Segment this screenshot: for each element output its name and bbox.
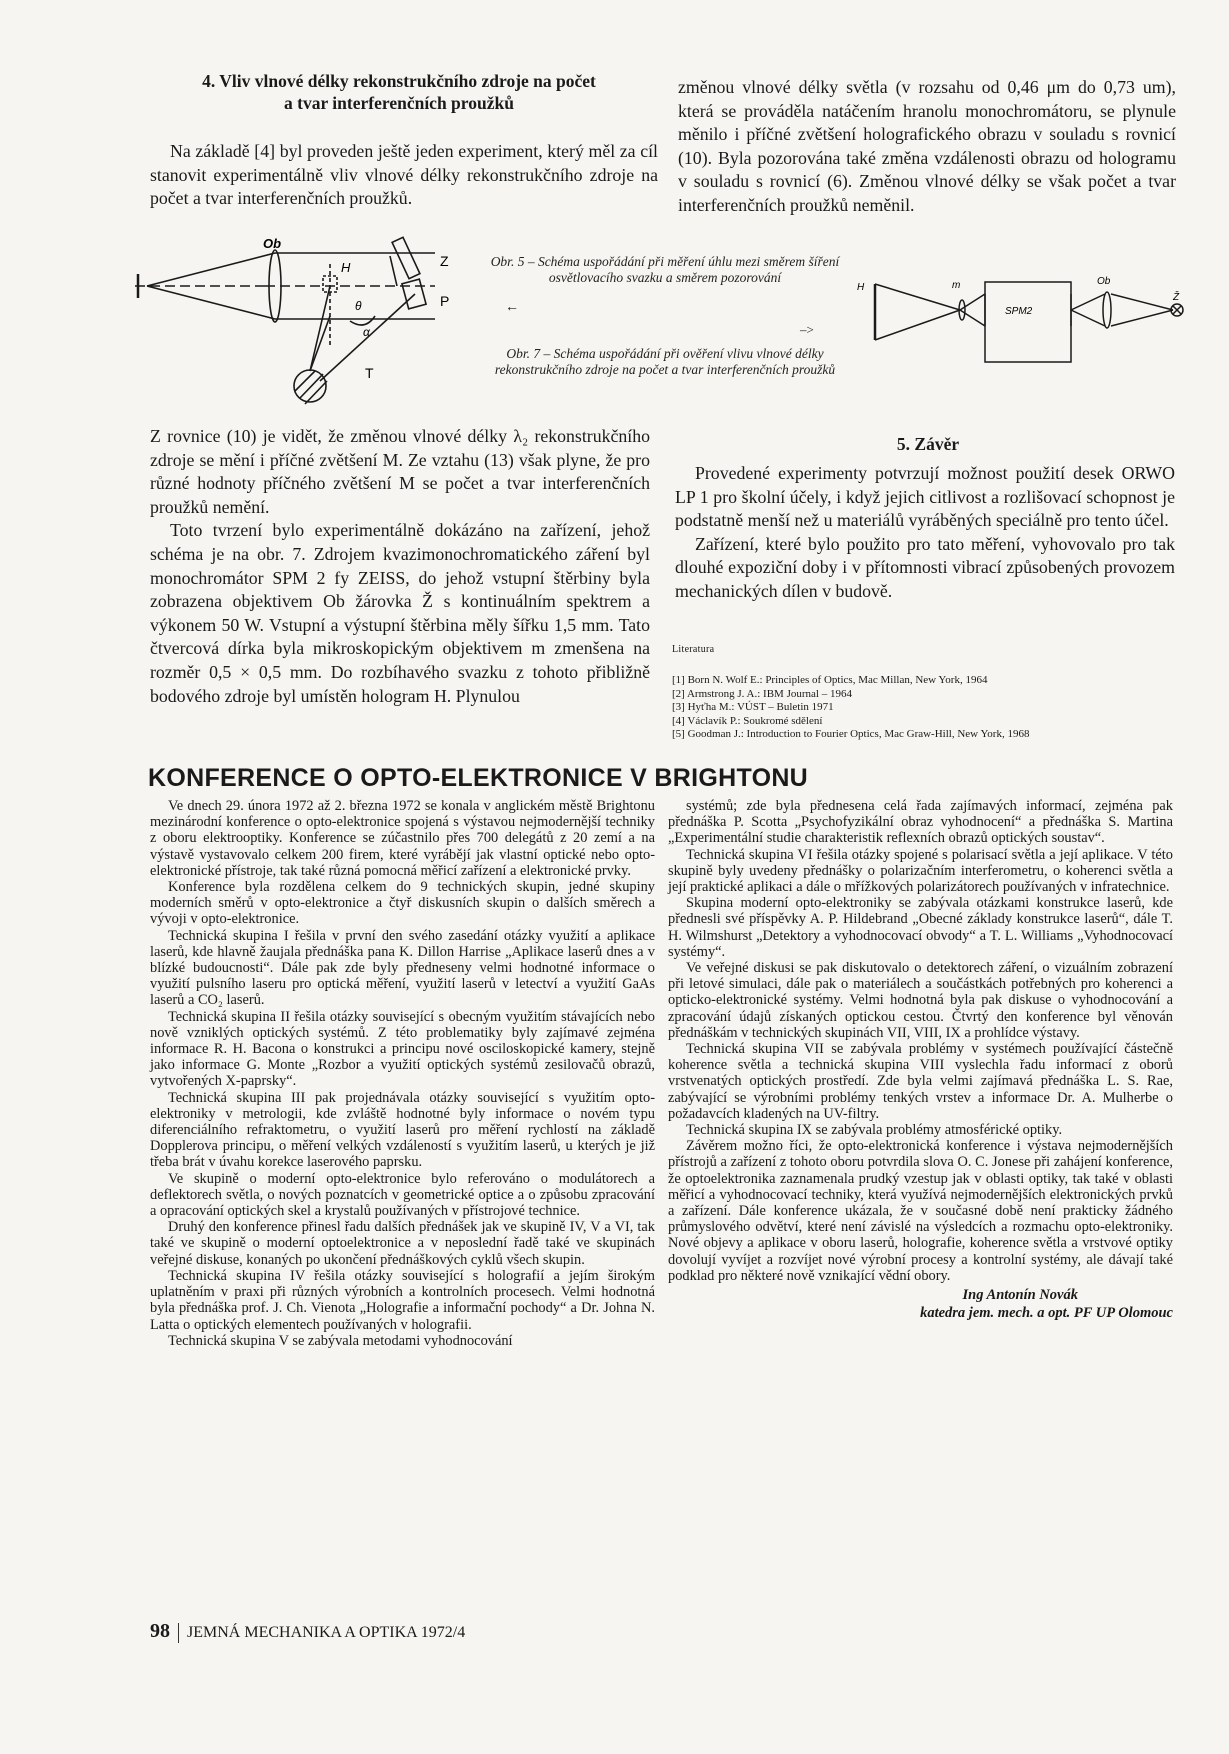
author-name: Ing Antonín Novák xyxy=(962,1287,1078,1304)
conference-paragraph: Ve dnech 29. února 1972 až 2. března 1972 se konala v anglickém městě Brightonu mezinárodní konference o opto-elektronice spojená s výstavou nejmodernější techniky z oboru elektrooptiky. Konference se zúčastnilo přes 700 delegátů z 20 zemí a na výstavě vystavovalo celkem 200 firem, které vyrábějí jak vlastní optické nebo opto-elektronické přístroje, tak také různá pomocná měřicí zařízení a elektronické prvky. xyxy=(150,798,655,879)
left-mid-text xyxy=(150,425,650,708)
conference-paragraph: Technická skupina VII se zabývala problémy v systémech používající částečně koherence světla a technická skupina VIII vyslechla řadu informací z oborů vrstvenatých optických prostředí. Zde byla velmi zajímavá přednáška L. S. Rae, zabývající se výrobními problémy tenkých vrstev a informace Dr. A. Mulherbe o požadavcích kladených na UV-filtry. xyxy=(668,1041,1173,1122)
conference-left-column xyxy=(150,798,655,1349)
fig7-label-ob: Ob xyxy=(1097,276,1111,287)
fig7-label-z: Ž xyxy=(1173,292,1180,303)
page-footer xyxy=(150,1620,465,1643)
fig7-label-h: H xyxy=(857,282,865,293)
fig5-label-p: P xyxy=(440,293,450,309)
fig7-arrow-right: –> xyxy=(800,322,814,337)
right-top-text xyxy=(678,76,1176,218)
fig5-mirror-z xyxy=(392,237,420,278)
fig5-label-z: Z xyxy=(440,253,449,269)
fig5-label-theta: θ xyxy=(355,299,362,313)
reference-item: [1] Born N. Wolf E.: Principles of Optics, Mac Millan, New York, 1964 xyxy=(672,674,988,686)
figure-5-diagram xyxy=(135,236,465,416)
section-4-title-line1: 4. Vliv vlnové délky rekonstrukčního zdroje na počet xyxy=(202,71,596,91)
fig5-arrow-left: ← xyxy=(505,300,519,315)
conference-paragraph: Skupina moderní opto-elektroniky se zabývala otázkami konstrukce laserů, kde přednesli své příspěvky A. P. Hildebrand „Obecné základy konstrukce laserů“, dále T. H. Wilmshurst „Detektory a vyhodnocovací obvody“ a T. L. Williams „Vyhodnocovací systémy“. xyxy=(668,895,1173,960)
figure-7-caption: Obr. 7 – Schéma uspořádání při ověření vlivu vlnové délky rekonstrukčního zdroje na počet a tvar interferenčních proužků xyxy=(494,346,836,377)
literature-heading: Literatura xyxy=(672,644,715,655)
conference-paragraph: Technická skupina IX se zabývala problémy atmosférické optiky. xyxy=(686,1122,1063,1139)
right-top-paragraph: změnou vlnové délky světla (v rozsahu od 0,46 μm do 0,73 um), která se prováděla natáčením hranolu monochromátoru, se plynule měnilo i příčné zvětšení holografického obrazu v souladu s rovnicí (10). Byla pozorována také změna vzdálenosti obrazu od hologramu v souladu s rovnicí (6). Změnou vlnové délky se však počet a tvar interferenčních proužků neměnil. xyxy=(678,77,1176,215)
conference-paragraph: Technická skupina V se zabývala metodami vyhodnocování xyxy=(168,1332,513,1349)
fig7-lens-ob xyxy=(1103,292,1111,328)
page-number: 98 xyxy=(150,1620,170,1642)
section-4-title-line2: a tvar interferenčních proužků xyxy=(284,93,514,113)
conference-title: KONFERENCE O OPTO-ELEKTRONICE V BRIGHTONU xyxy=(148,764,809,792)
reference-item: [5] Goodman J.: Introduction to Fourier Optics, Mac Graw-Hill, New York, 1968 xyxy=(672,728,1030,741)
fig5-label-h: H xyxy=(341,260,351,275)
conference-paragraph: Technická skupina II řešila otázky související s obecným využitím stávajících nebo nově vzniklých optických systémů. Z této problematiky byly zajímavé zejména informace R. H. Bacona o konstrukci a principu nové osciloskopické kamery, stejně jako informace G. Monte „Rozbor a využití optických systémů zesilovačů obrazů, vytvořených X-paprsky“. xyxy=(150,1008,655,1090)
figure-7-diagram xyxy=(855,272,1200,367)
conference-paragraph: Závěrem možno říci, že opto-elektronická konference i výstava nejmodernějších přístrojů a zařízení z tohoto oboru potvrdila slova O. C. Jonese při zahájení konference, že optoelektronika zaznamenala prudký vzestup jak v oblasti optiky, tak také v oblasti měřicí a vyhodnocovací techniky, která využívá nejmodernějších elektronických prvků a zařízení. Dále konference ukázala, že v současné době není prakticky žádného průmyslového odvětví, které není závislé na výsledcích a rozmachu opto-elektroniky. Nové objevy a aplikace v oboru laserů, holografie, koherence světla a vrstvové optiky dovolují vyvíjet a rozvíjet nové výrobní procesy a kontrolní systémy, ale dávají také podklad pro některé nově vznikající vědní obory. xyxy=(668,1138,1173,1284)
section-5-body xyxy=(675,462,1175,604)
reference-item: [3] Hyťha M.: VÚST – Buletin 1971 xyxy=(672,701,834,714)
reference-item: [2] Armstrong J. A.: IBM Journal – 1964 xyxy=(672,687,852,700)
section-4-title xyxy=(140,70,658,114)
fig5-label-t: T xyxy=(365,365,374,381)
conference-paragraph: Technická skupina III pak projednávala otázky související s využitím opto-elektroniky v metrologii, kde zvláště hodnotné byly informace o novém typu diferenciálního refraktometru, o využití laserů pro měření rychlostí na základě Dopplerova principu, o měření velkých vzdáleností s využitím laserů, u kterých je již třeba brát v úvahu korekce laserového paprsku. xyxy=(150,1089,655,1171)
journal-name: JEMNÁ MECHANIKA A OPTIKA 1972/4 xyxy=(187,1624,466,1641)
left-mid-paragraph-1: Z rovnice (10) je vidět, že změnou vlnové délky λ₂ rekonstrukčního zdroje se mění i příčné zvětšení M. Ze vztahu (13) však plyne, že pro různé hodnoty příčného zvětšení M se počet a tvar interferenčních proužků nemění. xyxy=(150,426,650,517)
conference-paragraph: Konference byla rozdělena celkem do 9 technických skupin, jedné skupiny moderních směrů v opto-elektronice a čtyř diskusních skupin o dalších směrech a vývoji v opto-elektronice. xyxy=(150,879,655,928)
reference-item: [4] Václavík P.: Soukromé sdělení xyxy=(672,714,823,727)
section-5-paragraph-1: Provedené experimenty potvrzují možnost použití desek ORWO LP 1 pro školní účely, i když jejich citlivost a rozlišovací schopnost je podstatně menší než u materiálů vyráběných speciálně pro tento účel. xyxy=(675,463,1175,531)
conference-paragraph: Technická skupina IV řešila otázky související s holografií a jejím širokým uplatněním v praxi při různých výrobních a kontrolních procesech. Velmi hodnotná byla přednáška prof. J. Ch. Vienota „Holografie a informační pochody“ a Dr. Johna N. Latta o optických elementech používaných v holografii. xyxy=(150,1267,655,1333)
conference-paragraph: Druhý den konference přinesl řadu dalších přednášek jak ve skupině IV, V a VI, tak také ve skupině o moderní optoelektronice a v neposlední řadě také ve skupinách veřejné diskuse, konaných po ukončení přednáškových cyklů všech skupin. xyxy=(150,1219,655,1268)
section-5-paragraph-2: Zařízení, které bylo použito pro tato měření, vyhovovalo pro tak dlouhé expoziční doby i v přítomnosti vibrací způsobených provozem mechanických dílen v budově. xyxy=(675,533,1175,601)
section-4-body xyxy=(150,140,658,211)
conference-paragraph: Ve skupině o moderní opto-elektronice bylo referováno o modulátorech a deflektorech světla, o nových poznatcích v geometrické optice a o způsobu zpracování a opracování optických skel a krystalů používaných v přístrojové technice. xyxy=(150,1170,655,1220)
author-affiliation: katedra jem. mech. a opt. PF UP Olomouc xyxy=(920,1305,1173,1322)
fig5-label-alpha: α xyxy=(363,325,370,339)
fig7-label-spm: SPM2 xyxy=(1005,306,1033,317)
conference-paragraph: Technická skupina VI řešila otázky spojené s polarisací světla a její aplikace. V této skupině byly uvedeny přednášky o polarizačním interferometru, o koherenci světla a její praktické aplikaci a dále o mřížkových polarizátorech používaných v infratechnice. xyxy=(668,846,1173,896)
fig5-label-ob: Ob xyxy=(263,236,282,251)
conference-paragraph: systémů; zde byla přednesena celá řada zajímavých informací, zejména pak přednáška P. Scotta „Psychofyzikální obraz vyhodnocení“ a přednáška S. Martina „Experimentální studie charakteristik reflexních obrazů optických soustav“. xyxy=(668,798,1173,847)
left-mid-paragraph-2: Toto tvrzení bylo experimentálně dokázáno na zařízení, jehož schéma je na obr. 7. Zdrojem kvazimonochromatického záření byl monochromátor SPM 2 fy ZEISS, do jehož vstupní štěrbiny byla zobrazena objektivem Ob žárovka Ž s kontinuálním spektrem a výkonem 50 W. Vstupní a výstupní štěrbina měly šířku 1,5 mm. Tato čtvercová dírka byla mikroskopickým objektivem m zmenšena na rozměr 0,5 × 0,5 mm. Do rozbíhavého svazku z tohoto přibližně bodového zdroje byl umístěn hologram H. Plynulou xyxy=(150,520,650,706)
conference-paragraph: Technická skupina I řešila v první den svého zasedání otázky využití a aplikace laserů, kde hlavně žaujala přednáška pana K. Dillon Harrise „Aplikace laserů dnes a v blízké budoucnosti“. Dále pak zde byly předneseny velmi hodnotné informace o využití pulsního laseru pro optická měření, využití laserů v letectví a využití GaAs laserů a CO₂ laserů. xyxy=(150,927,655,1009)
conference-paragraph: Ve veřejné diskusi se pak diskutovalo o detektorech záření, o vizuálním zobrazení při letové simulaci, dále pak o materiálech a součástkách potřebných pro koherenci a opticko-elektronické systémy. Velmi hodnotná byla pak diskuse o vyhodnocování a zpracování údajů získaných optickou cestou. Čtvrtý den konference byl věnován přednáškám v technických skupinách VII, VIII, IX a prohlídce výstavy. xyxy=(668,960,1173,1041)
figure-5-caption: Obr. 5 – Schéma uspořádání při měření úhlu mezi směrem šíření osvětlovacího svazku a směrem pozorování xyxy=(490,254,840,285)
fig7-monochromator xyxy=(985,282,1071,362)
section-5-title: 5. Závěr xyxy=(896,434,960,454)
fig7-label-m: m xyxy=(952,280,961,291)
references-list xyxy=(672,674,1182,742)
section-4-paragraph: Na základě [4] byl proveden ještě jeden experiment, který měl za cíl stanovit experimentálně vliv vlnové délky rekonstrukčního zdroje na počet a tvar interferenčních proužků. xyxy=(150,141,658,209)
conference-right-column xyxy=(668,798,1173,1322)
footer-divider xyxy=(178,1623,179,1643)
